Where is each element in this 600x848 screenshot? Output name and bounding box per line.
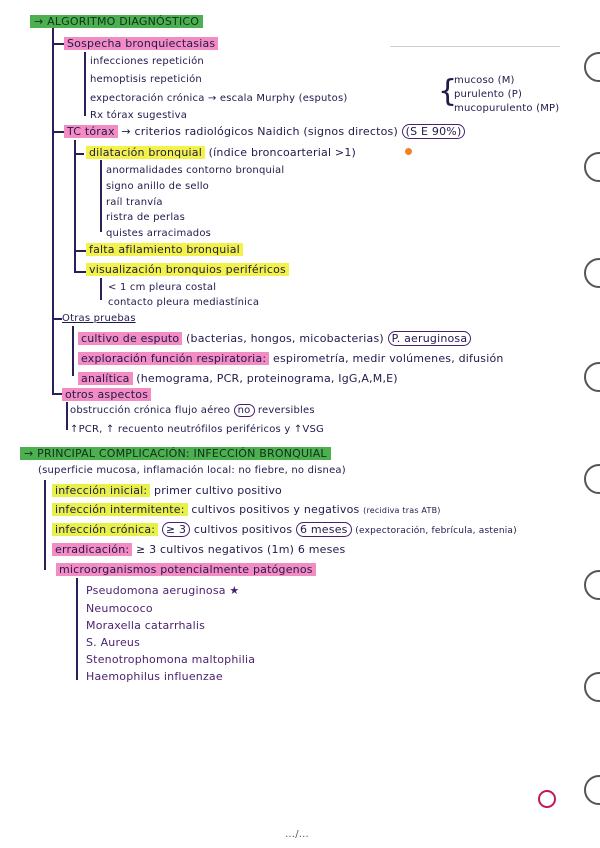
dilatacion-sign: ristra de perlas <box>106 212 186 223</box>
pleura-item: < 1 cm pleura costal <box>108 282 217 293</box>
header-algoritmo: → ALGORITMO DIAGNÓSTICO <box>30 15 203 28</box>
binder-hole <box>584 362 600 392</box>
otras-title: Otras pruebas <box>62 313 136 324</box>
organism-item: Stenotrophomona maltophilia <box>86 653 256 666</box>
dilatacion-sign: raíl tranvía <box>106 197 163 208</box>
organism-item: S. Aureus <box>86 636 141 649</box>
binder-hole <box>584 152 600 182</box>
tree-line <box>52 28 54 394</box>
page-indicator: …/… <box>285 829 309 840</box>
binder-hole <box>584 258 600 288</box>
tree-line <box>74 271 86 273</box>
header-principal: → PRINCIPAL COMPLICACIÓN: INFECCIÓN BRONQUIAL <box>20 447 331 460</box>
visualizacion-line: visualización bronquios periféricos <box>86 263 289 276</box>
organism-item: Moraxella catarrhalis <box>86 619 206 632</box>
faint-rule <box>390 46 560 47</box>
tc-line: TC tórax → criterios radiológicos Naidich (signos directos) (S E 90%) <box>64 125 465 138</box>
obstruccion-line: obstrucción crónica flujo aéreo no reversibles <box>70 405 315 416</box>
dilatacion-line: dilatación bronquial (índice broncoarterial >1) <box>86 146 356 159</box>
tree-line <box>66 402 68 430</box>
murphy-item: mucoso (M) <box>454 75 515 86</box>
binder-hole <box>584 464 600 494</box>
pleura-item: contacto pleura mediastínica <box>108 297 260 308</box>
organism-item: Neumococo <box>86 602 153 615</box>
binder-hole <box>584 775 600 805</box>
analitica-line: analítica (hemograma, PCR, proteinograma, IgG,A,M,E) <box>78 372 398 385</box>
tree-line <box>72 326 74 376</box>
binder-hole <box>584 672 600 702</box>
infeccion-subtitle: (superficie mucosa, inflamación local: no fiebre, no disnea) <box>38 465 346 476</box>
logo-icon <box>538 790 556 808</box>
falta-line: falta afilamiento bronquial <box>86 243 243 256</box>
tree-line <box>52 43 64 45</box>
exploracion-line: exploración función respiratoria: espirometría, medir volúmenes, difusión <box>78 352 504 365</box>
murphy-item: mucopurulento (MP) <box>454 103 560 114</box>
tree-line <box>52 393 62 395</box>
murphy-item: purulento (P) <box>454 89 523 100</box>
tree-line <box>52 131 64 133</box>
organism-item: Pseudomona aeruginosa ★ <box>86 584 240 597</box>
micro-title: microorganismos potencialmente patógenos <box>56 563 316 576</box>
tree-line <box>84 52 86 116</box>
otros-title: otros aspectos <box>62 388 151 401</box>
brace: { <box>438 74 458 109</box>
dilatacion-sign: quistes arracimados <box>106 228 212 239</box>
organism-item: Haemophilus influenzae <box>86 670 223 683</box>
binder-hole <box>584 52 600 82</box>
sospecha-item: infecciones repetición <box>90 56 204 67</box>
tree-line <box>74 153 84 155</box>
sospecha-item: Rx tórax sugestiva <box>90 110 188 121</box>
inicial-line: infección inicial: primer cultivo positivo <box>52 484 282 497</box>
tree-line <box>52 318 62 320</box>
tree-line <box>74 140 76 272</box>
tree-line <box>100 160 102 232</box>
sospecha-item: expectoración crónica → escala Murphy (esputos) <box>90 93 348 104</box>
cultivo-line: cultivo de esputo (bacterias, hongos, micobacterias) P. aeruginosa <box>78 332 471 345</box>
tree-line <box>100 278 102 300</box>
dilatacion-sign: signo anillo de sello <box>106 181 209 192</box>
intermitente-line: infección intermitente: cultivos positivos y negativos (recidiva tras ATB) <box>52 503 441 517</box>
tree-line <box>76 578 78 680</box>
tree-line <box>74 250 86 252</box>
tree-line <box>44 480 46 570</box>
cronica-line: infección crónica: ≥ 3 cultivos positivos 6 meses (expectoración, febrícula, astenia) <box>52 523 517 538</box>
orange-dot <box>405 148 412 155</box>
erradicacion-line: erradicación: ≥ 3 cultivos negativos (1m) 6 meses <box>52 543 345 556</box>
dilatacion-sign: anormalidades contorno bronquial <box>106 165 285 176</box>
pcr-line: ↑PCR, ↑ recuento neutrófilos periféricos y ↑VSG <box>70 424 324 435</box>
sospecha-title: Sospecha bronquiectasias <box>64 37 218 50</box>
binder-hole <box>584 570 600 600</box>
sospecha-item: hemoptisis repetición <box>90 74 202 85</box>
